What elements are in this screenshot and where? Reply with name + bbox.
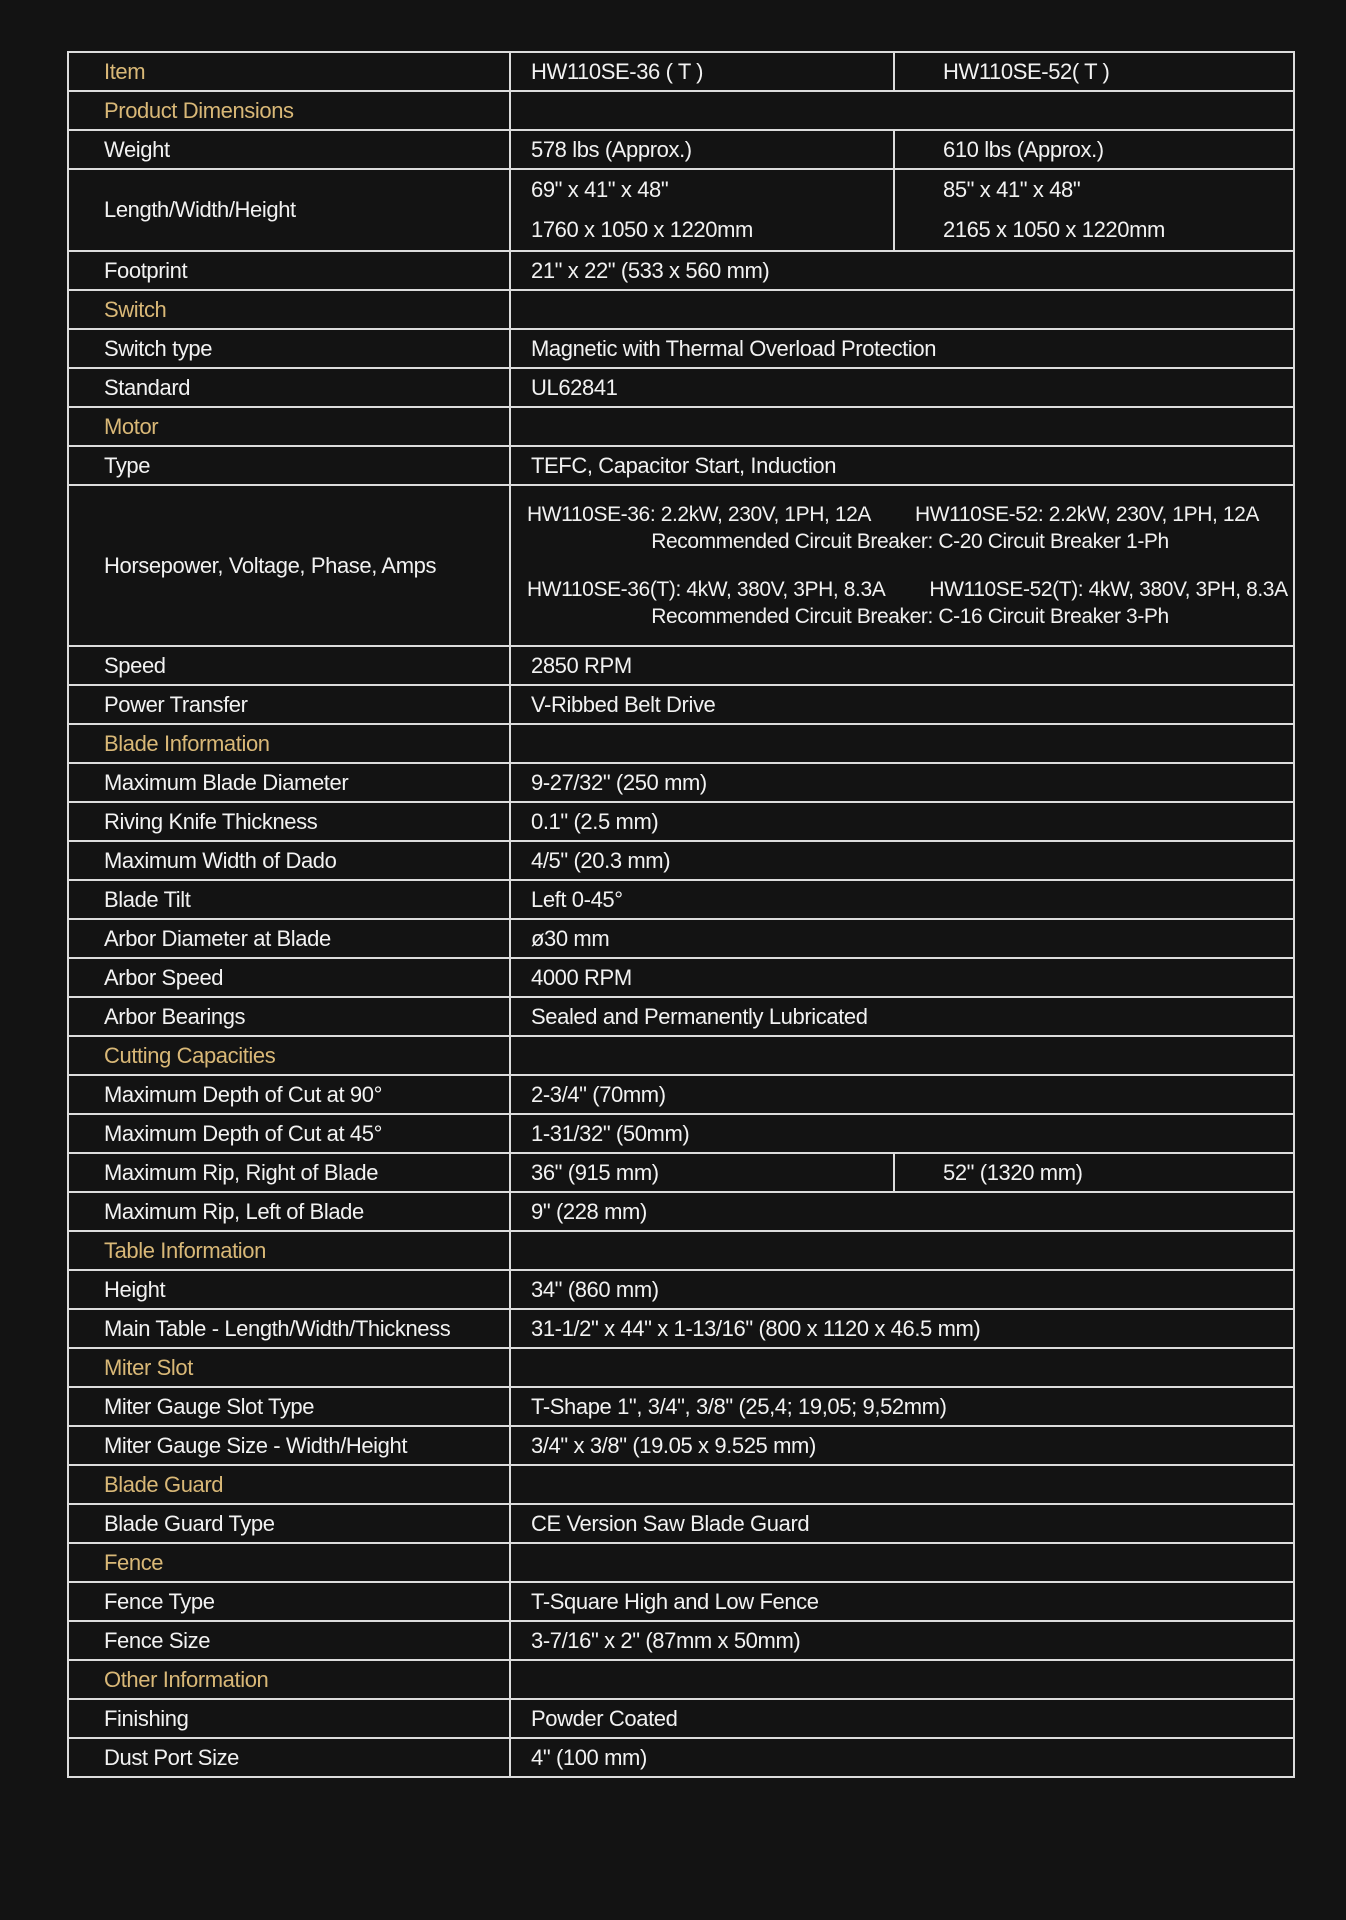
table-row [68,1114,1294,1153]
row-label: Type [68,446,510,485]
table-row [68,802,1294,841]
power-spec-52t: HW110SE-52(T): 4kW, 380V, 3PH, 8.3A [929,578,1288,601]
breaker-recommendation-3ph: Recommended Circuit Breaker: C-16 Circuit Breaker 3-Ph [651,605,1169,628]
table-row [68,1387,1294,1426]
row-label: Height [68,1270,510,1309]
table-row [68,685,1294,724]
table-row [68,1075,1294,1114]
power-line-1ph [527,501,1293,528]
section-cutting-capacities: Cutting Capacities [68,1036,510,1075]
row-label: Horsepower, Voltage, Phase, Amps [68,485,510,646]
dimension-inches: 85" x 41" x 48" [943,177,1081,202]
header-row [68,52,1294,91]
table-row [68,169,1294,251]
table-row [68,1309,1294,1348]
row-label: Fence Size [68,1621,510,1660]
row-value-a: 578 lbs (Approx.) [510,130,894,169]
section-blade-information: Blade Information [68,724,510,763]
section-row [68,91,1294,130]
table-row [68,841,1294,880]
row-label: Arbor Diameter at Blade [68,919,510,958]
table-row [68,329,1294,368]
row-value: Sealed and Permanently Lubricated [510,997,1294,1036]
row-value [510,485,1294,646]
row-label: Dust Port Size [68,1738,510,1777]
section-switch: Switch [68,290,510,329]
section-row [68,1465,1294,1504]
row-label: Power Transfer [68,685,510,724]
table-row [68,1153,1294,1192]
section-other-information: Other Information [68,1660,510,1699]
row-value: 3-7/16" x 2" (87mm x 50mm) [510,1621,1294,1660]
row-value-a [510,169,894,251]
row-value: V-Ribbed Belt Drive [510,685,1294,724]
table-row [68,763,1294,802]
row-label: Arbor Speed [68,958,510,997]
section-row [68,290,1294,329]
table-row [68,485,1294,646]
model-a-header: HW110SE-36 ( T ) [510,52,894,91]
section-row [68,1036,1294,1075]
row-label: Speed [68,646,510,685]
row-label: Standard [68,368,510,407]
row-value: 4000 RPM [510,958,1294,997]
section-row [68,1231,1294,1270]
table-row [68,1270,1294,1309]
table-row [68,1621,1294,1660]
row-value: 4" (100 mm) [510,1738,1294,1777]
row-value: 0.1" (2.5 mm) [510,802,1294,841]
row-value: 21" x 22" (533 x 560 mm) [510,251,1294,290]
row-value: 9" (228 mm) [510,1192,1294,1231]
row-value: 9-27/32" (250 mm) [510,763,1294,802]
table-row [68,251,1294,290]
row-value: UL62841 [510,368,1294,407]
table-row [68,1504,1294,1543]
row-label: Finishing [68,1699,510,1738]
row-value: 2-3/4" (70mm) [510,1075,1294,1114]
row-label: Switch type [68,329,510,368]
row-value: Magnetic with Thermal Overload Protection [510,329,1294,368]
row-label: Blade Guard Type [68,1504,510,1543]
power-spec-block [527,501,1293,630]
section-row [68,1348,1294,1387]
table-row [68,1582,1294,1621]
table-row [68,1738,1294,1777]
section-product-dimensions: Product Dimensions [68,91,510,130]
dimension-mm: 2165 x 1050 x 1220mm [943,217,1165,242]
row-value: 2850 RPM [510,646,1294,685]
breaker-recommendation-1ph: Recommended Circuit Breaker: C-20 Circuit Breaker 1-Ph [651,530,1169,553]
spec-table [67,51,1295,1778]
row-label: Main Table - Length/Width/Thickness [68,1309,510,1348]
row-label: Length/Width/Height [68,169,510,251]
row-label: Fence Type [68,1582,510,1621]
row-value: 1-31/32" (50mm) [510,1114,1294,1153]
row-label: Blade Tilt [68,880,510,919]
table-row [68,958,1294,997]
power-spec-52: HW110SE-52: 2.2kW, 230V, 1PH, 12A [915,503,1259,526]
table-row [68,1699,1294,1738]
row-value: CE Version Saw Blade Guard [510,1504,1294,1543]
row-label: Maximum Depth of Cut at 45° [68,1114,510,1153]
row-value: T-Square High and Low Fence [510,1582,1294,1621]
table-row [68,919,1294,958]
row-label: Maximum Rip, Right of Blade [68,1153,510,1192]
section-miter-slot: Miter Slot [68,1348,510,1387]
row-value: TEFC, Capacitor Start, Induction [510,446,1294,485]
row-label: Miter Gauge Slot Type [68,1387,510,1426]
table-row [68,880,1294,919]
row-value-b: 610 lbs (Approx.) [894,130,1294,169]
row-label: Maximum Width of Dado [68,841,510,880]
section-blade-guard: Blade Guard [68,1465,510,1504]
row-label: Weight [68,130,510,169]
item-header: Item [68,52,510,91]
row-label: Maximum Rip, Left of Blade [68,1192,510,1231]
section-fence: Fence [68,1543,510,1582]
table-row [68,446,1294,485]
row-value-b: 52" (1320 mm) [894,1153,1294,1192]
section-row [68,1543,1294,1582]
row-label: Maximum Blade Diameter [68,763,510,802]
table-row [68,368,1294,407]
section-table-information: Table Information [68,1231,510,1270]
row-label: Arbor Bearings [68,997,510,1036]
table-row [68,646,1294,685]
table-row [68,997,1294,1036]
table-row [68,130,1294,169]
model-b-header: HW110SE-52( T ) [894,52,1294,91]
row-value: 4/5" (20.3 mm) [510,841,1294,880]
section-row [68,1660,1294,1699]
dimension-inches: 69" x 41" x 48" [531,177,669,202]
row-label: Miter Gauge Size - Width/Height [68,1426,510,1465]
power-spec-36: HW110SE-36: 2.2kW, 230V, 1PH, 12A [527,503,871,526]
row-value: 31-1/2" x 44" x 1-13/16" (800 x 1120 x 46.5 mm) [510,1309,1294,1348]
row-value: 3/4" x 3/8" (19.05 x 9.525 mm) [510,1426,1294,1465]
power-spec-36t: HW110SE-36(T): 4kW, 380V, 3PH, 8.3A [527,578,886,601]
dimension-mm: 1760 x 1050 x 1220mm [531,217,753,242]
row-label: Footprint [68,251,510,290]
table-row [68,1192,1294,1231]
row-label: Riving Knife Thickness [68,802,510,841]
section-motor: Motor [68,407,510,446]
row-label: Maximum Depth of Cut at 90° [68,1075,510,1114]
table-row [68,1426,1294,1465]
row-value-b [894,169,1294,251]
section-row [68,724,1294,763]
row-value: T-Shape 1", 3/4", 3/8" (25,4; 19,05; 9,52mm) [510,1387,1294,1426]
power-line-3ph [527,576,1293,603]
section-row [68,407,1294,446]
row-value: 34" (860 mm) [510,1270,1294,1309]
row-value: Left 0-45° [510,880,1294,919]
row-value: ø30 mm [510,919,1294,958]
row-value-a: 36" (915 mm) [510,1153,894,1192]
row-value: Powder Coated [510,1699,1294,1738]
